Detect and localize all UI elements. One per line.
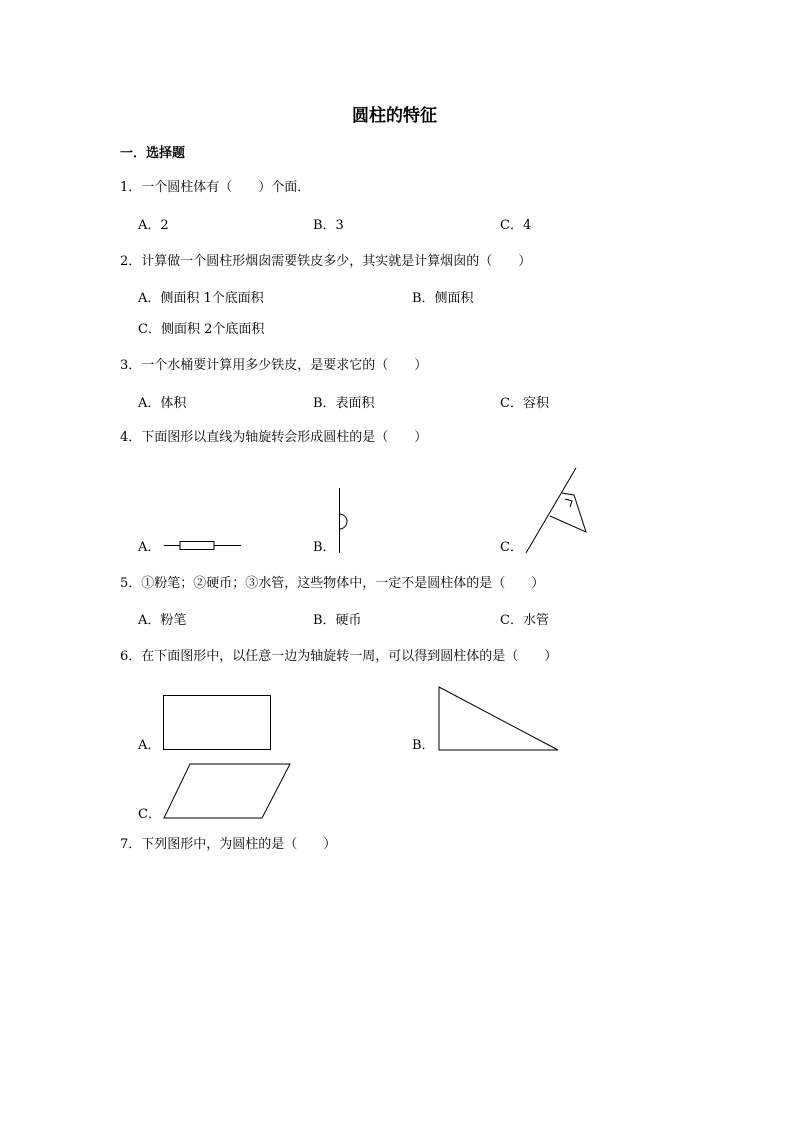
question-6-stem: 6．在下面图形中，以任意一边为轴旋转一周，可以得到圆柱体的是（ ） xyxy=(120,649,558,664)
question-5-option-a[interactable]: A．粉笔 xyxy=(138,613,187,628)
question-3-option-b[interactable]: B．表面积 xyxy=(313,396,375,411)
question-2-stem: 2．计算做一个圆柱形烟囱需要铁皮多少，其实就是计算烟囱的（ ） xyxy=(120,254,532,269)
question-3-option-a[interactable]: A．体积 xyxy=(138,396,187,411)
question-2-option-b[interactable]: B．侧面积 xyxy=(412,291,474,306)
question-6-figure-a xyxy=(162,694,274,754)
question-1-option-a[interactable]: A．2 xyxy=(138,218,169,233)
question-5-option-b[interactable]: B．硬币 xyxy=(313,613,362,628)
question-5-stem: 5．①粉笔；②硬币；③水管，这些物体中，一定不是圆柱体的是（ ） xyxy=(120,576,545,591)
question-4-option-c[interactable]: C． xyxy=(500,540,523,555)
section-heading: 一．选择题 xyxy=(120,146,186,161)
question-5-option-c[interactable]: C．水管 xyxy=(500,613,549,628)
question-2-option-c[interactable]: C．侧面积 2个底面积 xyxy=(138,322,265,337)
page-title: 圆柱的特征 xyxy=(352,106,437,126)
question-6-option-b[interactable]: B． xyxy=(412,738,435,753)
question-6-option-a[interactable]: A． xyxy=(138,738,161,753)
question-6-figure-b xyxy=(437,686,563,754)
question-1-option-b[interactable]: B．3 xyxy=(313,218,344,233)
question-6-figure-c xyxy=(162,762,294,822)
question-4-figure-a xyxy=(164,538,244,554)
question-1-stem: 1．一个圆柱体有（ ）个面． xyxy=(120,180,311,195)
question-3-option-c[interactable]: C．容积 xyxy=(500,396,549,411)
question-1-option-c[interactable]: C．4 xyxy=(500,218,532,233)
question-4-figure-b xyxy=(335,488,359,556)
question-4-option-a[interactable]: A． xyxy=(138,540,161,555)
question-7-stem: 7．下列图形中，为圆柱的是（ ） xyxy=(120,837,337,852)
question-3-stem: 3．一个水桶要计算用多少铁皮，是要求它的（ ） xyxy=(120,358,428,373)
question-6-option-c[interactable]: C． xyxy=(138,807,161,822)
question-2-option-a[interactable]: A．侧面积 1个底面积 xyxy=(138,291,264,306)
question-4-stem: 4．下面图形以直线为轴旋转会形成圆柱的是（ ） xyxy=(120,430,428,445)
question-4-figure-c xyxy=(524,466,590,556)
question-4-option-b[interactable]: B． xyxy=(313,540,336,555)
